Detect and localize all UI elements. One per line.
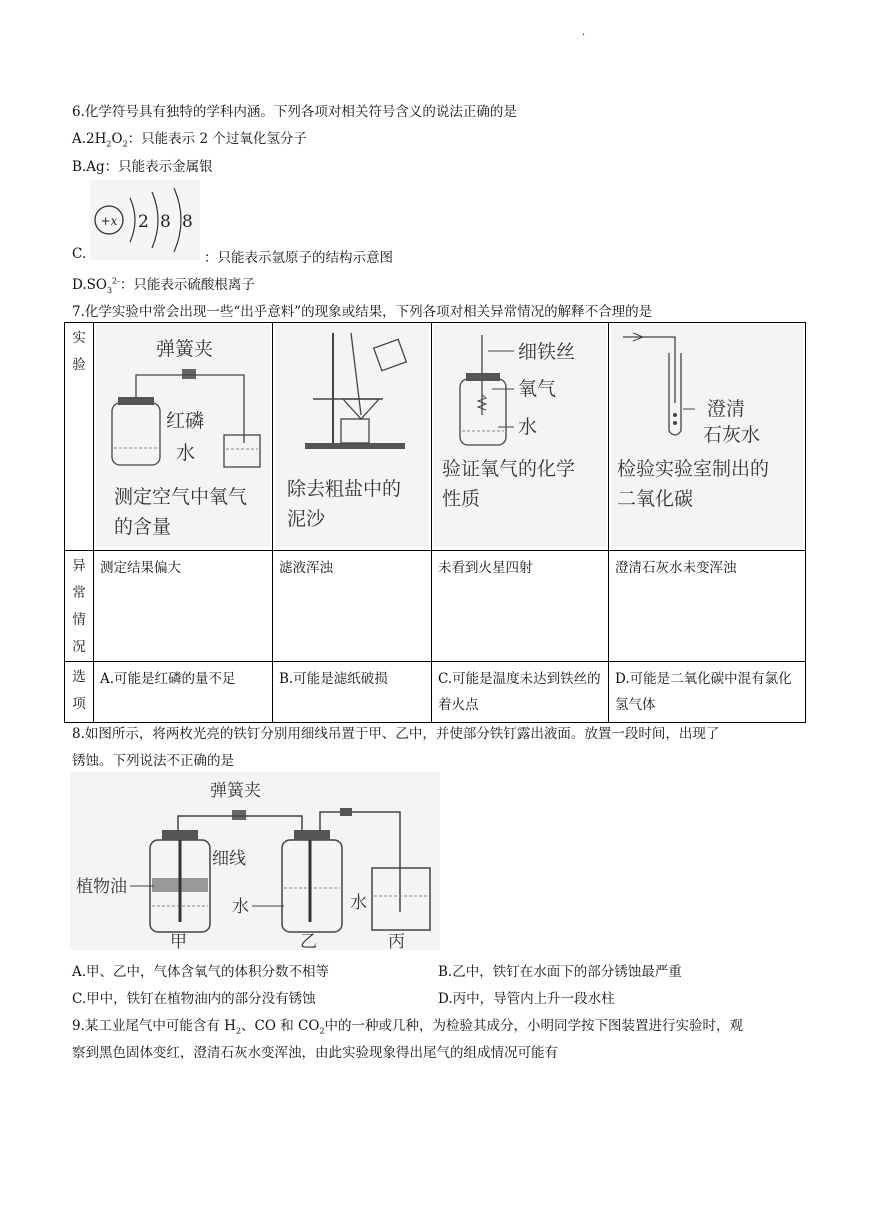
q6-option-d: $D.SO_3^{2-}$：只能表示硫酸根离子 [72,276,255,295]
q6-option-c-text: ：只能表示氩原子的结构示意图 [204,250,393,266]
q6-option-c-label: C. [72,246,87,262]
atom-structure-diagram [90,180,200,260]
q6-option-a: $A.2H_2O_2$：只能表示 2 个过氧化氢分子 [72,131,307,149]
svg-text:除去粗盐中的: 除去粗盐中的 [287,478,402,500]
row-header-experiment: 实 验 [65,323,94,551]
q6-stem: 6.化学符号具有独特的学科内涵。下列各项对相关符号含义的说法正确的是 [72,104,517,120]
shell-2-electrons: 8 [160,212,171,232]
q9-stem-line2: 察到黑色固体变红，澄清石灰水变浑浊，由此实验现象得出尾气的组成情况可能有 [72,1045,558,1061]
experiment-2-cell [273,323,432,551]
q8-option-a: A.甲、乙中，气体含氧气的体积分数不相等 [72,964,330,980]
experiment-4-cell [609,323,806,551]
svg-text:红磷: 红磷 [166,410,205,432]
svg-text:甲: 甲 [170,932,187,950]
nucleus-charge: +x [100,214,118,228]
shell-1-electrons: 2 [138,212,149,232]
q8-stem-line2: 锈蚀。下列说法不正确的是 [72,753,234,769]
shell-3-electrons: 8 [182,212,193,232]
svg-text:石灰水: 石灰水 [703,424,761,446]
q6-option-b: B.Ag：只能表示金属银 [72,159,213,175]
experiment-1-figure [94,323,272,549]
svg-text:乙: 乙 [300,932,317,950]
option-d: D.可能是二氧化碳中混有氯化氢气体 [609,662,806,723]
q8-option-c: C.甲中，铁钉在植物油内的部分没有锈蚀 [72,991,316,1007]
q8-stem-line1: 8.如图所示，将两枚光亮的铁钉分别用细线吊置于甲、乙中，并使部分铁钉露出液面。放置一段时间，出现了 [72,726,720,742]
svg-text:氧气: 氧气 [518,378,557,400]
svg-text:弹簧夹: 弹簧夹 [156,338,214,360]
svg-text:植物油: 植物油 [76,877,127,897]
svg-text:的含量: 的含量 [114,516,172,538]
q7-experiment-table [64,322,806,723]
svg-text:澄清: 澄清 [707,398,746,420]
svg-text:细线: 细线 [212,849,246,869]
option-c: C.可能是温度未达到铁丝的着火点 [432,662,609,723]
svg-text:丙: 丙 [388,932,405,950]
row-header-abnormal: 异 常 情 况 [65,551,94,662]
svg-text:检验实验室制出的: 检验实验室制出的 [617,458,770,480]
svg-text:二氧化碳: 二氧化碳 [617,488,694,510]
header-dot: · [582,30,586,41]
row-header-options: 选 项 [65,662,94,723]
experiment-1-cell [94,323,273,551]
clip-icon [182,369,196,379]
svg-text:细铁丝: 细铁丝 [518,341,576,363]
experiment-3-figure [432,323,608,549]
abnormal-2: 滤液浑浊 [273,551,432,662]
svg-text:水: 水 [350,893,367,913]
abnormal-3: 未看到火星四射 [432,551,609,662]
q8-option-b: B.乙中，铁钉在水面下的部分锈蚀最严重 [438,964,682,980]
q8-rust-figure [70,772,440,950]
svg-text:测定空气中氧气: 测定空气中氧气 [114,486,248,508]
option-b: B.可能是滤纸破损 [273,662,432,723]
svg-text:弹簧夹: 弹簧夹 [210,781,261,801]
svg-text:性质: 性质 [442,488,481,510]
svg-text:水: 水 [232,897,249,917]
svg-text:验证氧气的化学: 验证氧气的化学 [442,458,576,480]
experiment-4-figure [609,323,805,549]
clip-icon [232,810,246,820]
abnormal-4: 澄清石灰水未变浑浊 [609,551,806,662]
svg-text:水: 水 [518,416,538,438]
q9-stem-line1: 9.某工业尾气中可能含有 $H_2$、CO 和 $CO_2$中的一种或几种，为检验其成分，小明同学按下图装置进行实验时，观 [72,1018,744,1036]
experiment-2-figure [273,323,431,549]
q8-option-d: D.丙中，导管内上升一段水柱 [438,991,615,1007]
option-a: A.可能是红磷的量不足 [94,662,273,723]
q7-stem: 7.化学实验中常会出现一些“出乎意料”的现象或结果，下列各项对相关异常情况的解释不合理的是 [72,304,653,320]
abnormal-1: 测定结果偏大 [94,551,273,662]
experiment-3-cell [432,323,609,551]
svg-text:泥沙: 泥沙 [287,508,326,530]
svg-text:水: 水 [176,442,196,464]
